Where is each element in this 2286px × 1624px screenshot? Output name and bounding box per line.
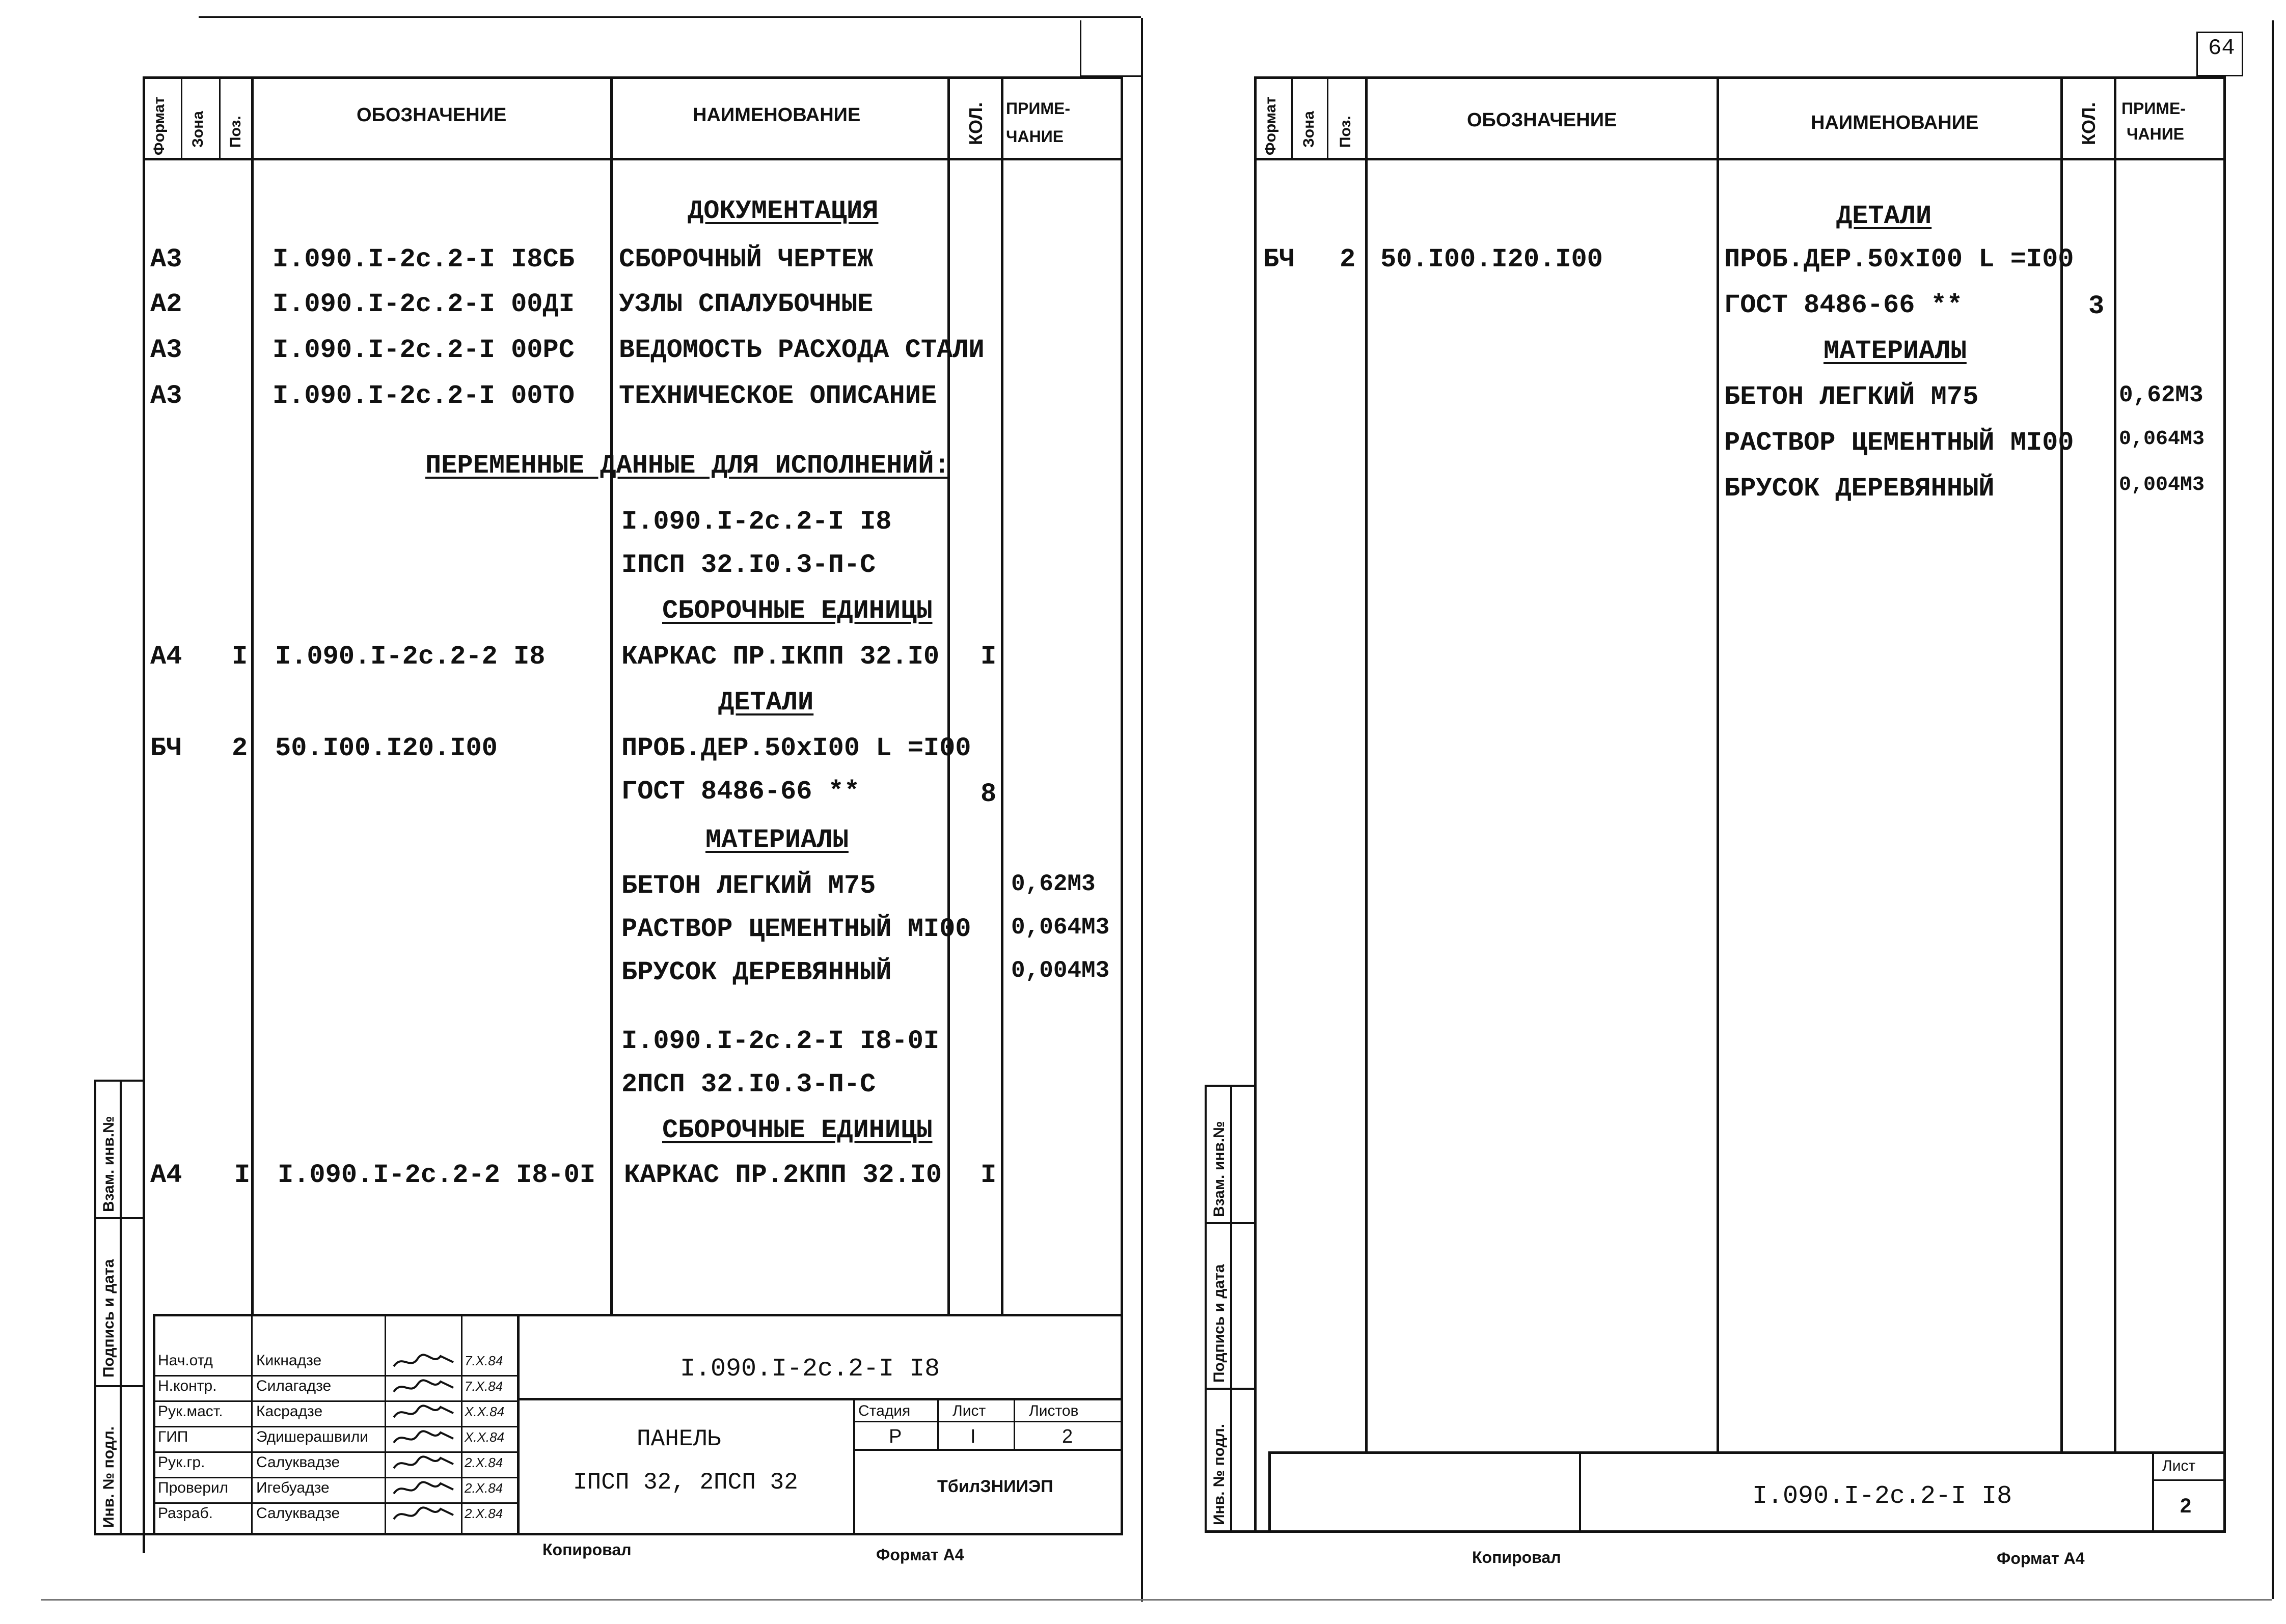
row-designation: I.090.I-2с.2-I 00РС <box>273 335 575 365</box>
title-block-sheet: 2 <box>2180 1495 2192 1517</box>
row-name: ТЕХНИЧЕСКОЕ ОПИСАНИЕ <box>619 381 937 411</box>
title-block-code: I.090.I-2с.2-I I8 <box>1752 1482 2012 1511</box>
header-pos: Поз. <box>1337 116 1354 148</box>
row-qty: I <box>981 1160 997 1190</box>
title-block-name: Касрадзе <box>256 1403 323 1420</box>
section-materials: МАТЕРИАЛЫ <box>1824 336 1967 366</box>
row-format: А4 <box>150 642 182 672</box>
header-note-2: ЧАНИЕ <box>2127 125 2185 143</box>
page-number-box <box>2196 32 2243 76</box>
variant-designation: I.090.I-2с.2-I I8 <box>621 507 892 537</box>
title-block-code: I.090.I-2с.2-I I8 <box>680 1355 940 1384</box>
title-block-name: Силагадзе <box>256 1378 332 1394</box>
title-block-role: Рук.маст. <box>158 1403 223 1420</box>
signature <box>390 1402 458 1422</box>
section-materials: МАТЕРИАЛЫ <box>705 825 849 855</box>
variant-designation: I.090.I-2с.2-I I8-0I <box>621 1026 940 1056</box>
header-designation: ОБОЗНАЧЕНИЕ <box>357 104 507 126</box>
title-block-date: 2.Х.84 <box>465 1506 503 1521</box>
row-pos: 2 <box>232 733 248 763</box>
row-designation: I.090.I-2с.2-I I8СБ <box>273 244 575 274</box>
title-block-role: Рук.гр. <box>158 1454 205 1471</box>
title-block-role: Н.контр. <box>158 1378 217 1394</box>
material-name: РАСТВОР ЦЕМЕНТНЫЙ МI00 <box>1724 428 2074 458</box>
row-qty: 8 <box>981 779 997 809</box>
row-name: КАРКАС ПР.IКПП 32.I0 <box>621 642 940 672</box>
section-parts: ДЕТАЛИ <box>1836 201 1932 231</box>
title-block-date: Х.Х.84 <box>465 1429 505 1445</box>
title-block-sheets: 2 <box>1062 1426 1073 1447</box>
variant-mark: 2ПСП 32.I0.3-П-С <box>621 1069 876 1099</box>
signature <box>390 1427 458 1448</box>
title-block-title-2: IПСП 32, 2ПСП 32 <box>573 1469 798 1496</box>
title-block-role: Разраб. <box>158 1505 213 1522</box>
row-format: А2 <box>150 289 182 319</box>
row-format: БЧ <box>150 733 182 763</box>
signature <box>390 1504 458 1524</box>
side-inv-replace: Взам. инв.№ <box>1211 1121 1228 1217</box>
row-format: А3 <box>150 335 182 365</box>
row-designation: 50.I00.I20.I00 <box>275 733 498 763</box>
row-pos: I <box>234 1160 251 1190</box>
header-format: Формат <box>151 96 168 155</box>
title-block-name: Салуквадзе <box>256 1505 340 1522</box>
material-note: 0,064М3 <box>1011 914 1110 941</box>
side-inv-original: Инв. № подл. <box>100 1426 117 1528</box>
footer-copied: Копировал <box>1472 1548 1561 1566</box>
title-block-name: Салуквадзе <box>256 1454 340 1471</box>
row-designation: 50.I00.I20.I00 <box>1380 244 1603 274</box>
title-block-date: Х.Х.84 <box>465 1404 505 1419</box>
title-block-role: Проверил <box>158 1479 229 1496</box>
title-block-date: 7.Х.84 <box>465 1353 503 1368</box>
title-block-name: Игебуадзе <box>256 1479 330 1496</box>
row-format: А3 <box>150 381 182 411</box>
material-note: 0,064М3 <box>2119 428 2205 451</box>
side-sign-date: Подпись и дата <box>1211 1264 1228 1383</box>
row-name: ПРОБ.ДЕР.50хI00 L =I00 <box>621 733 971 763</box>
variant-mark: IПСП 32.I0.3-П-С <box>621 550 876 580</box>
material-name: БЕТОН ЛЕГКИЙ М75 <box>1724 382 1979 412</box>
side-inv-original: Инв. № подл. <box>1211 1423 1228 1525</box>
row-name: ПРОБ.ДЕР.50хI00 L =I00 <box>1724 244 2074 274</box>
header-note-1: ПРИМЕ- <box>2121 99 2186 118</box>
header-zone: Зона <box>1300 111 1317 148</box>
title-block-date: 2.Х.84 <box>465 1455 503 1470</box>
title-block-role: Нач.отд <box>158 1352 213 1369</box>
row-name: КАРКАС ПР.2КПП 32.I0 <box>624 1160 942 1190</box>
material-name: БРУСОК ДЕРЕВЯННЫЙ <box>621 957 892 987</box>
material-note: 0,62М3 <box>2119 382 2203 408</box>
side-inv-replace: Взам. инв.№ <box>100 1116 117 1212</box>
title-block-sheets-header: Листов <box>1029 1402 1079 1419</box>
row-qty: I <box>981 642 997 672</box>
header-qty: КОЛ. <box>965 102 986 145</box>
title-block-organization: ТбилЗНИИЭП <box>937 1477 1053 1496</box>
title-block-date: 7.Х.84 <box>465 1379 503 1394</box>
row-pos: 2 <box>1340 244 1356 274</box>
row-name-standard: ГОСТ 8486-66 ** <box>1724 290 1963 320</box>
title-block-sheet-header: Лист <box>953 1402 986 1419</box>
row-designation: I.090.I-2с.2-2 I8-0I <box>278 1160 596 1190</box>
row-name: СБОРОЧНЫЙ ЧЕРТЕЖ <box>619 244 874 274</box>
section-assembly-units: СБОРОЧНЫЕ ЕДИНИЦЫ <box>662 1115 933 1145</box>
section-assembly-units: СБОРОЧНЫЕ ЕДИНИЦЫ <box>662 596 933 626</box>
footer-format: Формат А4 <box>876 1546 964 1564</box>
row-name: ВЕДОМОСТЬ РАСХОДА СТАЛИ <box>619 335 985 365</box>
material-note: 0,004М3 <box>2119 474 2205 497</box>
row-format: А3 <box>150 244 182 274</box>
side-sign-date: Подпись и дата <box>100 1259 117 1378</box>
header-pos: Поз. <box>227 116 244 148</box>
header-name: НАИМЕНОВАНИЕ <box>1811 112 1979 133</box>
row-name: УЗЛЫ СПАЛУБОЧНЫЕ <box>619 289 874 319</box>
header-note-2: ЧАНИЕ <box>1006 127 1064 146</box>
title-block-stage: Р <box>889 1426 902 1447</box>
title-block-sheet-header: Лист <box>2162 1457 2196 1474</box>
section-variable-data: ПЕРЕМЕННЫЕ ДАННЫЕ ДЛЯ ИСПОЛНЕНИЙ: <box>425 451 950 481</box>
footer-copied: Копировал <box>542 1540 632 1559</box>
row-designation: I.090.I-2с.2-I 00ТО <box>273 381 575 411</box>
title-block-name: Кикнадзе <box>256 1352 322 1369</box>
row-format: А4 <box>150 1160 182 1190</box>
signature <box>390 1453 458 1473</box>
header-zone: Зона <box>189 111 206 148</box>
material-note: 0,004М3 <box>1011 957 1110 984</box>
row-qty: 3 <box>2088 291 2105 321</box>
header-name: НАИМЕНОВАНИЕ <box>693 104 861 126</box>
title-block-sheet: I <box>970 1426 976 1447</box>
header-qty: КОЛ. <box>2078 102 2099 145</box>
section-documentation: ДОКУМЕНТАЦИЯ <box>688 196 879 226</box>
header-designation: ОБОЗНАЧЕНИЕ <box>1467 109 1617 131</box>
row-designation: I.090.I-2с.2-2 I8 <box>275 642 546 672</box>
title-block-stage-header: Стадия <box>858 1402 911 1419</box>
signature <box>390 1351 458 1371</box>
row-pos: I <box>232 642 248 672</box>
signature <box>390 1377 458 1397</box>
page-number: 64 <box>2208 36 2235 61</box>
material-name: БРУСОК ДЕРЕВЯННЫЙ <box>1724 474 1995 504</box>
section-parts: ДЕТАЛИ <box>718 687 814 718</box>
title-block-name: Эдишерашвили <box>256 1428 368 1445</box>
footer-format: Формат А4 <box>1997 1549 2085 1567</box>
material-name: БЕТОН ЛЕГКИЙ М75 <box>621 871 876 901</box>
material-note: 0,62М3 <box>1011 871 1096 897</box>
header-format: Формат <box>1262 96 1279 155</box>
title-block-role: ГИП <box>158 1428 188 1445</box>
material-name: РАСТВОР ЦЕМЕНТНЫЙ МI00 <box>621 914 971 944</box>
header-note-1: ПРИМЕ- <box>1006 99 1070 118</box>
row-name-standard: ГОСТ 8486-66 ** <box>621 777 860 807</box>
row-format: БЧ <box>1263 244 1295 274</box>
title-block-date: 2.Х.84 <box>465 1480 503 1496</box>
title-block-title-1: ПАНЕЛЬ <box>637 1426 721 1452</box>
row-designation: I.090.I-2с.2-I 00ДI <box>273 289 575 319</box>
signature <box>390 1478 458 1499</box>
